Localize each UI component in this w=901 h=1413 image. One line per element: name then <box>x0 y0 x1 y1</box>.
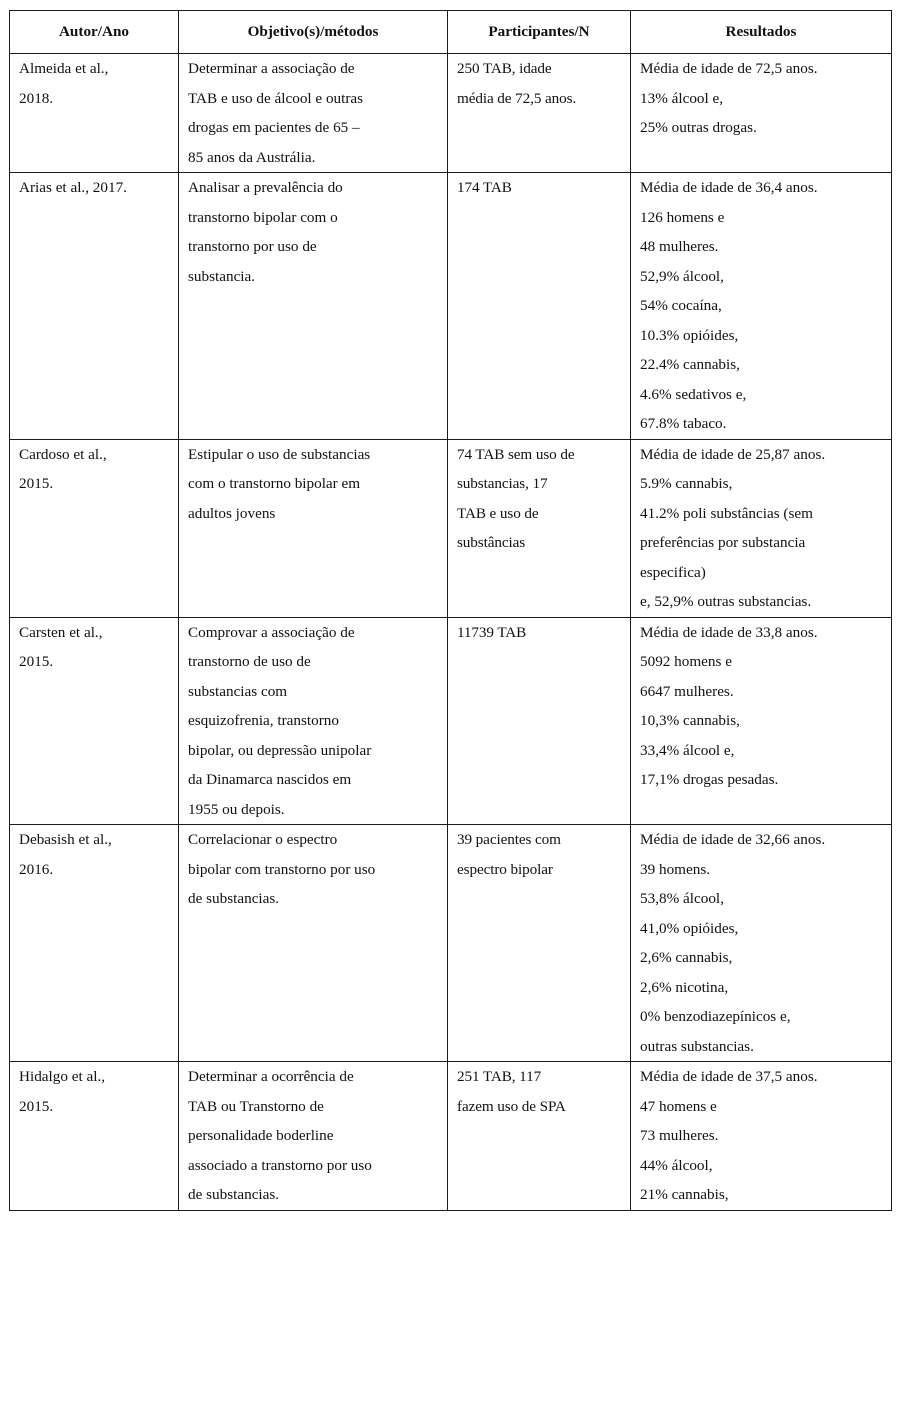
cell-author-year-line: Carsten et al., <box>19 623 103 641</box>
cell-participants-line: 74 TAB sem uso de <box>457 445 575 463</box>
cell-participants-line: espectro bipolar <box>457 860 553 878</box>
cell-results <box>631 439 892 617</box>
header-objectives-methods: Objetivo(s)/métodos <box>179 11 448 54</box>
cell-results-line: 52,9% álcool, <box>640 267 724 285</box>
cell-results-line: 5.9% cannabis, <box>640 475 733 492</box>
cell-results-line: Média de idade de 32,66 anos. <box>640 831 826 848</box>
cell-results-line: preferências por substancia <box>640 534 806 551</box>
cell-objective-line: de substancias. <box>188 1186 280 1203</box>
cell-author-year <box>10 617 179 825</box>
cell-participants-line: fazem uso de SPA <box>457 1097 566 1115</box>
cell-author-year-line: 2015. <box>19 1097 54 1115</box>
cell-participants <box>448 617 631 825</box>
cell-objective-line: 1955 ou depois. <box>188 800 285 818</box>
cell-objective <box>179 173 448 440</box>
cell-author-year-line: 2018. <box>19 89 54 107</box>
cell-objective-line: personalidade boderline <box>188 1127 334 1144</box>
cell-results-line: 2,6% nicotina, <box>640 978 729 996</box>
cell-objective-line: Estipular o uso de substancias <box>188 445 371 463</box>
cell-participants-line: 174 TAB <box>457 179 512 196</box>
table-row <box>10 617 892 825</box>
cell-results-line: outras substancias. <box>640 1037 754 1055</box>
cell-author-year <box>10 173 179 440</box>
cell-objective-line: Determinar a associação de <box>188 60 355 77</box>
cell-results-line: 54% cocaína, <box>640 297 722 314</box>
cell-results-line: 6647 mulheres. <box>640 682 734 700</box>
header-row <box>10 11 892 54</box>
cell-results-line: 22.4% cannabis, <box>640 356 740 373</box>
cell-objective <box>179 54 448 173</box>
cell-results-line: 21% cannabis, <box>640 1186 729 1203</box>
table-row <box>10 173 892 440</box>
cell-participants <box>448 825 631 1062</box>
cell-results-line: Média de idade de 36,4 anos. <box>640 179 818 196</box>
cell-objective-line: Analisar a prevalência do <box>188 179 343 196</box>
cell-objective-line: transtorno de uso de <box>188 653 311 670</box>
table-row <box>10 825 892 1062</box>
cell-author-year <box>10 1062 179 1211</box>
cell-participants <box>448 173 631 440</box>
cell-results-line: 10.3% opióides, <box>640 326 739 344</box>
cell-objective-line: esquizofrenia, transtorno <box>188 712 339 729</box>
table-body <box>10 54 892 1211</box>
cell-results-line: 13% álcool e, <box>640 89 724 107</box>
cell-results <box>631 173 892 440</box>
cell-objective-line: 85 anos da Austrália. <box>188 148 316 166</box>
cell-objective <box>179 1062 448 1211</box>
cell-results-line: Média de idade de 37,5 anos. <box>640 1068 818 1085</box>
cell-results-line: e, 52,9% outras substancias. <box>640 593 812 610</box>
cell-participants-line: 11739 TAB <box>457 623 527 641</box>
cell-results-line: 48 mulheres. <box>640 238 719 255</box>
cell-objective-line: TAB ou Transtorno de <box>188 1097 324 1115</box>
cell-objective-line: Comprovar a associação de <box>188 623 355 641</box>
cell-author-year-line: Debasish et al., <box>19 831 112 848</box>
cell-objective <box>179 617 448 825</box>
cell-results-line: 33,4% álcool e, <box>640 741 735 759</box>
cell-objective-line: Correlacionar o espectro <box>188 831 338 848</box>
cell-objective-line: da Dinamarca nascidos em <box>188 771 352 788</box>
cell-author-year-line: Almeida et al., <box>19 60 109 77</box>
cell-objective-line: TAB e uso de álcool e outras <box>188 89 364 107</box>
cell-results-line: 41,0% opióides, <box>640 919 739 937</box>
cell-results-line: 73 mulheres. <box>640 1127 719 1144</box>
cell-objective-line: Determinar a ocorrência de <box>188 1068 354 1085</box>
cell-objective-line: de substancias. <box>188 890 280 907</box>
cell-results-line: 39 homens. <box>640 860 711 878</box>
studies-table <box>9 10 892 1211</box>
cell-participants-line: 39 pacientes com <box>457 831 561 848</box>
cell-objective-line: drogas em pacientes de 65 – <box>188 119 360 136</box>
table-row <box>10 439 892 617</box>
cell-results-line: Média de idade de 25,87 anos. <box>640 445 826 463</box>
cell-objective-line: bipolar, ou depressão unipolar <box>188 741 372 759</box>
cell-results <box>631 825 892 1062</box>
table-header <box>10 11 892 54</box>
cell-results <box>631 617 892 825</box>
cell-results-line: 2,6% cannabis, <box>640 949 733 966</box>
cell-objective <box>179 439 448 617</box>
cell-author-year <box>10 439 179 617</box>
cell-objective-line: transtorno bipolar com o <box>188 208 338 226</box>
cell-results-line: 5092 homens e <box>640 653 732 670</box>
cell-results-line: 4.6% sedativos e, <box>640 385 747 403</box>
cell-participants-line: substâncias <box>457 534 526 551</box>
cell-participants-line: substancias, 17 <box>457 475 548 492</box>
cell-participants <box>448 54 631 173</box>
cell-author-year-line: 2015. <box>19 475 54 492</box>
header-participants: Participantes/N <box>448 11 631 54</box>
cell-results-line: 0% benzodiazepínicos e, <box>640 1008 791 1025</box>
cell-objective-line: associado a transtorno por uso <box>188 1156 372 1174</box>
cell-objective-line: substancias com <box>188 682 288 700</box>
cell-participants-line: média de 72,5 anos. <box>457 89 577 107</box>
table-row <box>10 1062 892 1211</box>
cell-participants-line: 251 TAB, 117 <box>457 1068 542 1085</box>
cell-results-line: 41.2% poli substâncias (sem <box>640 504 813 522</box>
cell-results-line: 25% outras drogas. <box>640 119 757 136</box>
cell-objective-line: com o transtorno bipolar em <box>188 475 361 492</box>
cell-objective <box>179 825 448 1062</box>
cell-participants-line: 250 TAB, idade <box>457 60 552 77</box>
cell-author-year-line: 2015. <box>19 653 54 670</box>
cell-author-year-line: 2016. <box>19 860 54 878</box>
cell-participants <box>448 439 631 617</box>
cell-results-line: 126 homens e <box>640 208 725 226</box>
cell-author-year-line: Hidalgo et al., <box>19 1068 106 1085</box>
cell-results <box>631 54 892 173</box>
header-results: Resultados <box>631 11 892 54</box>
cell-results-line: Média de idade de 33,8 anos. <box>640 623 818 641</box>
cell-participants-line: TAB e uso de <box>457 504 539 522</box>
cell-author-year <box>10 54 179 173</box>
cell-results-line: 10,3% cannabis, <box>640 712 740 729</box>
cell-results-line: 44% álcool, <box>640 1156 713 1174</box>
cell-objective-line: bipolar com transtorno por uso <box>188 860 376 878</box>
cell-results-line: 53,8% álcool, <box>640 890 724 907</box>
cell-results-line: especifica) <box>640 563 706 581</box>
cell-results-line: Média de idade de 72,5 anos. <box>640 60 818 77</box>
cell-author-year-line: Arias et al., 2017. <box>19 179 127 196</box>
cell-results-line: 67.8% tabaco. <box>640 415 727 432</box>
table-row <box>10 54 892 173</box>
cell-objective-line: adultos jovens <box>188 504 276 522</box>
cell-participants <box>448 1062 631 1211</box>
cell-results-line: 17,1% drogas pesadas. <box>640 771 779 788</box>
cell-author-year-line: Cardoso et al., <box>19 445 107 463</box>
cell-results <box>631 1062 892 1211</box>
cell-objective-line: transtorno por uso de <box>188 238 317 255</box>
cell-results-line: 47 homens e <box>640 1097 717 1115</box>
cell-objective-line: substancia. <box>188 267 256 285</box>
cell-author-year <box>10 825 179 1062</box>
header-author-year: Autor/Ano <box>10 11 179 54</box>
